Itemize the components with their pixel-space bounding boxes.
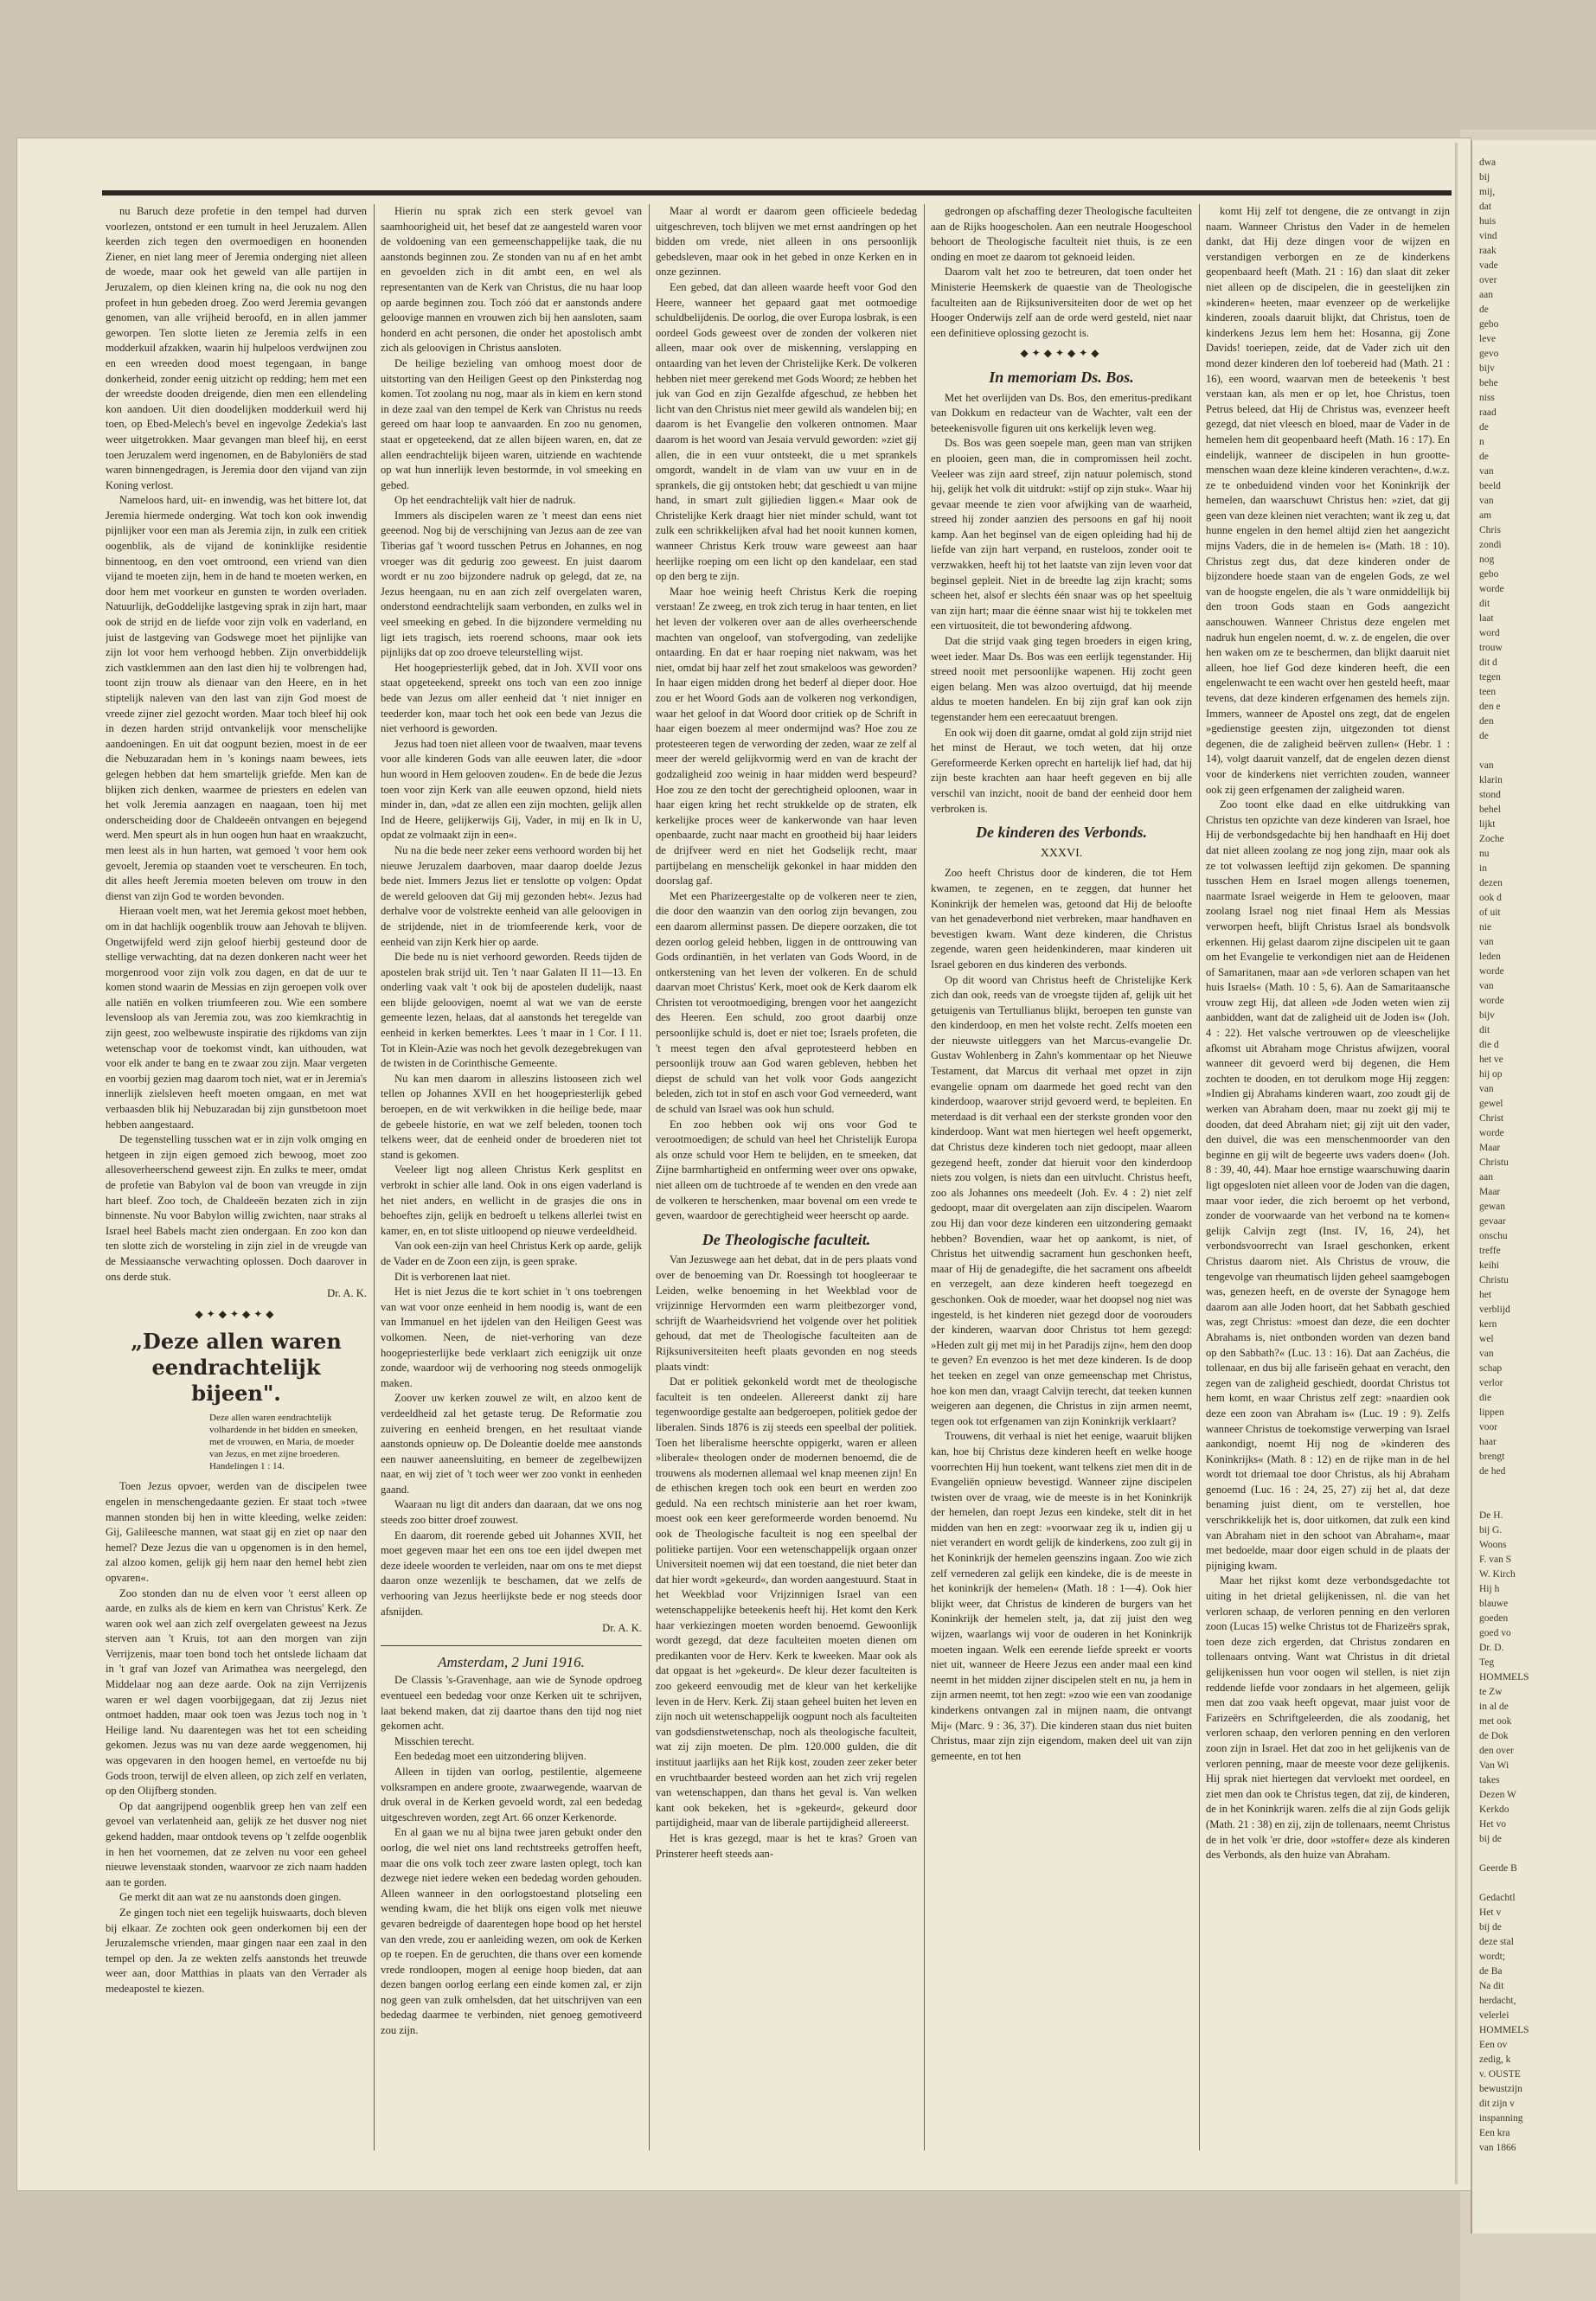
paragraph: Maar al wordt er daarom geen officieele bededag uitgeschreven, toch blijven we met ernst aandringen op het bidden om vrede, niet alleen in ons persoonlijk gebedsleven, maar ook in het gebed in onze Kerken en in onze gezinnen. <box>656 205 917 279</box>
paragraph: komt Hij zelf tot dengene, die ze ontvangt in zijn naam. Wanneer Christus den Vader in de hemelen dankt, dat Hij deze dingen voor de wijzen en verstandigen verborgen en ze de kinderkens geopenbaard heeft (Math. 21 : 16) dan slaat dit zeker niet alleen op de discipelen, die in geestelijken zin »kinderen« heeten, maar evenzeer op de werkelijke kinderen, zooals daaruit blijkt, dat Christus, toen de kinderkens Jezus lem hem het: Hosanna, gij Zone Davids! toeriepen, zeide, dat de Vader zich uit den mond dezer kinderen den lof toebereid had (Math. 21 : 16), een woord, waarvan men de beteekenis 't best verstaan kan, als men er op let, hoe Christus, toen Petrus beleed, dat Hij de Christus was, evenzeer heeft gezegd, dat niet vleesch en bloed, maar de Vader in de hemelen hem dit geopenbaard heeft (Math. 16 : 17). En eindelijk, wanneer de discipelen in hun grootte-menschen waan deze kleine kinderen verachten«, d.w.z. ze te onbeduidend vinden voor het Koninkrijk der hemelen, dan waarschuwt Christus hen: »ziet, dat gij geen van deze kleinen niet verachten; want ik zeg u, dat hunne engelen in den hemel altijd zien het aangezicht mijns Vaders, die in de hemelen is« (Math. 18 : 10). Christus zegt dus, dat deze kinderen onder de bijzondere hoede staan van de engelen Gods, ze wel van de hoogste engelen, die als 't ware onmiddellijk bij den troon Gods staan en Gods aangezicht aanschouwen. Wanneer Christus deze engelen met nadruk hun engelen noemt, d. w. z. de engelen, die over hen waken om ze te beschermen, dan blijkt daaruit niet alleen, hoe lief God deze kinderen heeft, die een engelenwacht te een wacht over hen gesteld heeft, maar tevens, dat deze kinderen erfgenamen des hemels zijn. Immers, wanneer de Apostel ons zegt, dat de engelen »gedienstige geesten zijn, uitgezonden tot dienst degenen, die de zaligheid beërven zullen« (Hebr. 1 : 14), volgt daaruit vanzelf, dat de engelen dezen dienst voor de kinderkens niet verrichten zouden, wanneer ook zij geen erfgenamen der zaligheid waren. <box>1206 205 1450 796</box>
paragraph: Ze gingen toch niet een tegelijk huiswaarts, doch bleven bij elkaar. Ze zochten ook geen onderkomen bij een der Jeruzalemsche vrienden, maar gingen naar een zaal in den tempel op den. Ja ze wekten zelfs aanstonds het treuwde weer aan, door Matthias in plaats van den Verrader als medeapostel te kiezen. <box>106 1906 367 1995</box>
paragraph: Van Jezuswege aan het debat, dat in de pers plaats vond over de benoeming van Dr. Roessingh tot hoogleeraar te Leiden, welke benoeming in het Weekblad voor de vrijzinnige Hervormden een warm pleitbezorger vond, schrijft de Waarheidsvriend het volgende over het politiek gehoud, dat met de Theologische faculteiten aan de Rijksuniversiteiten heeft plaats gevonden en nog steeds plaats vindt: <box>656 1253 917 1373</box>
adjacent-page-text: dwa bij mij, dat huis vind raak vade over aan de gebo leve gevo bijv behe niss raad de n de van beeld van am Chris zondi nog gebo worde dit laat word trouw dit d tegen teen den e den de van klarin stond behel lijkt Zoche nu in dezen ook d of uit nie van leden worde van worde bijv dit die d het ve hij op van gewel Christ worde Maar Christu aan Maar gewan gevaar onschu treffe keihi Christu het verblijd kern wel van schap verlor die lippen voor haar brengt de hed De H. bij G. Woons F. van S W. Kirch Hij h blauwe goeden goed vo Dr. D. Teg HOMMELS te Zw in al de met ook de Dok den over Van Wi takes Dezen W Kerkdo Het vo bij de Geerde B Gedachtl Het v bij de deze stal wordt; de Ba Na dit herdacht, velerlei HOMMELS Een ov zedig, k v. OUSTE bewustzijn dit zijn v inspanning Een kra van 1866 <box>1479 157 1529 2153</box>
paragraph: Een bededag moet een uitzondering blijven. <box>394 1750 586 1763</box>
paragraph: Op het eendrachtelijk valt hier de nadruk. <box>394 494 576 507</box>
paragraph: Immers als discipelen waren ze 't meest dan eens niet geeenod. Nog bij de verschijning van Jezus aan de zee van Tiberias gaf 't woord tusschen Petrus en Johannes, en nog vroeger was dit gedurig zoo geweest. En juist daarom wordt er nu zoo bijzondere nadruk op gelegd, dat ze, na Jezus heengaan, nu en aan zich zelf overgelaten waren, onderstond eendrachtelijk saam verbonden, en zulks wel in veel smeeking en gebed. In die bijzondere vermelding nu ligt iets tragisch, iets roerend schoons, maar ook iets pijnlijks dat op zoo droeve teleurstelling wijst. <box>381 509 642 659</box>
section-heading: De Theologische faculteit. <box>702 1230 871 1248</box>
paragraph: Met een Pharizeergestalte op de volkeren neer te zien, die door den waanzin van den oorlog zijn bevangen, zou een daarom allerminst passen. De diepere oorzaken, die tot dezen oorlog geleid hebben, liggen in de onttrouwing van Gods ordinantiën, in het verlaten van Gods Woord, in de ontkerstening van het leven der volkeren. En de schuld daarvan moet Christus' Kerk, moet ook de Kerk daarom elk Christen tot verootmoediging, brengen voor het aangezicht des Heeren. Een schuld, zoo groot daarbij onze persoonlijke schuld is, doet er niet toe; Israels profeten, die 't meest tegen den afval geprotesteerd hebben en persoonlijk trouw aan God waren gebleven, hebben het diepst de schuld van het volk voor Gods aangezicht beleden, zich tot in stof en asch voor God verneederd, want de schuld van Israel was ook hun schuld. <box>656 889 917 1116</box>
column-divider <box>374 204 375 2150</box>
paragraph: Ds. Bos was geen soepele man, geen man van strijken en plooien, geen man, die in compromissen heil zocht. Veeleer was zijn aard streef, zijn natuur polemisch, stond hij, gelijk het volk dit uitdrukt: »stijf op zijn stuk«. Waar hij gevaar meende te zien voor afwijking van de waarheid, streed hij zonder aanzien des persoons en gaf hij nooit kamp. Aan het beginsel van de eigen opleiding had hij de liefde van zijn hart verpand, en rusteloos, zonder ooit te verzwakken, heeft hij tot het laatste van zijn leven voor dat beginsel gepleit. Niet in de breedte lag zijn kracht; soms scheen het, alsof er slechts één snaar was op het speeltuig van zijn hart; maar die éénne snaar wist hij te tokkelen met een virtuositeit, die tot bewondering afdwong. <box>931 437 1192 632</box>
paragraph: En ook wij doen dit gaarne, omdat al gold zijn strijd niet het minst de Heraut, we toch weten, dat hij onze Gereformeerde Kerken oprecht en hartelijk lief had, dat hij zijn beste krachten aan haar heeft gegeven en bij alle verschil van inzicht, nooit de band der eenheid door hem verbroken is. <box>931 726 1192 815</box>
paragraph: Daarom valt het zoo te betreuren, dat toen onder het Ministerie Heemskerk de quaestie van de Theologische faculteiten aan de Rijksuniversiteiten door de wet op het Hooger Onderwijs zelf aan de orde werd gesteld, niet naar een definitieve oplossing gezocht is. <box>931 266 1192 339</box>
paragraph: Hierin nu sprak zich een sterk gevoel van saamhoorigheid uit, het besef dat ze aangesteld waren voor de voldoening van een gemeenschappelijke taak, die nu aanstonds beginnen zou. Ze stonden van nu af en het ambt en gevoelden zich in dit ambt een, en wel als representanten van de Kerk van Christus, die nu haar loop op aarde beginnen zou. Toch zóó dat er aanstonds andere geloovige mannen en vrouwen zich bij hen aansloten, saam honderd en acht personen, die onder het apostolisch ambt zich als geloovigen in Christus aansloten. <box>381 205 642 355</box>
text-column-2 <box>381 204 642 2150</box>
column-divider <box>924 204 925 2150</box>
text-column-1 <box>106 204 367 2150</box>
paragraph: Het is niet Jezus die te kort schiet in 't ons toebrengen van wat voor onze eenheid in hem noodig is, want de een van Immanuel en het ijdelen van den Heiligen Geest was volkomen. Neen, de niet-verhoring van deze hoogepriesterlijke bede verklaart zich eenigzijk uit onze zonde, waardoor wij de verhooring nog steeds onmogelijk maken. <box>381 1285 642 1389</box>
paragraph: De tegenstelling tusschen wat er in zijn volk omging en hetgeen in zijn eigen gemoed zich bewoog, moet zoo allesoverheerschend geweest zijn. En zulks te meer, omdat de profetie van Babylon val de boon van vreugde in zijn hart bleef. Zoo toch, de Chaldeeën bezaten zich in zijn binnenste. Nu voor Babylon willig zwichten, naar straks al Israel heel Babels macht zien ondergaan. En zoo kon dan ten slotte zich de worsteling in zijn ziel in de vreugde van de Messiaansche verwachting oplossen. Doch daarover in ons derde stuk. <box>106 1133 367 1283</box>
paragraph: Het is kras gezegd, maar is het te kras? Groen van Prinsterer heeft steeds aan- <box>656 1831 917 1860</box>
adjacent-page-edge <box>1471 140 1596 2234</box>
section-heading: In memoriam Ds. Bos. <box>989 368 1134 386</box>
paragraph: Die bede nu is niet verhoord geworden. Reeds tijden de apostelen brak strijd uit. Ten 't naar Galaten II 11—13. En onderling vaak valt 't ook bij de apostelen dudelijk, naast een blijde geloovigen, noemt al wat we van de eerste gemeente lezen, helaas, dat al aanstonds het teregelde van eenheid in kerken bemerktes. Lees 't maar in 1 Cor. I 11. Tot in Klein-Azie was noch het gevolk dezegebrekugen van de twisten in de Corinthische Gemeente. <box>381 951 642 1070</box>
section-heading: De kinderen des Verbonds. <box>975 824 1147 842</box>
top-rule <box>102 190 1452 195</box>
paragraph: Met het overlijden van Ds. Bos, den emeritus-predikant van Dokkum en redacteur van de Wachter, valt een der beteekenisvolle figuren uit ons kerkelijk leven weg. <box>931 391 1192 434</box>
paragraph: Op dit woord van Christus heeft de Christelijke Kerk zich dan ook, reeds van de vroegste tijden af, gelijk uit het getuigenis van Tertullianus blijkt, beroepen ten gunste van den kinderdoop, en men het volste recht. Zelfs moeten een der nieuwste uitleggers van het Marcus-evangelie Dr. Gustav Wohlenberg in Zahn's kommentaar op het Nieuwe Testament, dat Marcus dit verhaal met opzet in zijn evangelie opnam om daarmede het goed recht van den kinderdoop, waarover strijd gevoerd werd, te bepleiten. En meterdaad is dit verhaal een der sterkste gronden voor den kinderdoop. Want wat men hiertegen wel heeft opgemerkt, dat Christus deze kinderen toch niet gedoopt, maar alleen gezegend heeft, zonder dat hieruit voor den kinderdoop niets zou volgen, is niets dan een uitvlucht. Christus heeft, zoo als Johannes ons meedeelt (Joh. Ev. 4 : 2) niet zelf gedoopt, maar dit overgelaten aan zijn discipelen. Waarom zou Hij dan voor deze kinderen een uitzondering gemaakt hebben? Bovendien, waar het op aankomt, is niet, of Christus het uitwendig sacrament hun geschonken heeft, maar of Hij de genadegifte, die het sacrament ons afbeeldt en verzegelt, aan deze kinderen heeft toegezegd en geschonken. Ook de moeder, waar het doopsel nog niet was ingesteld, is het kinderen niet gezegd door de voorouders der kinderen, waarvan door Christus tot hem gezegd: »Heden zult gij met mij in het Paradijs zijn«, hem den doop te geven? En evenzoo is het met deze kinderen. Is de doop het teeken en zegel van onze gemeenschap met Christus, hoe kon men dan, vraagt Calvijn terecht, dat teeken kunnen weigeren aan degenen, die Christus in zijn armen neemt, tegen ook tot erfgenamen van zijn Koninkrijk verklaart? <box>931 973 1192 1427</box>
paragraph: Trouwens, dit verhaal is niet het eenige, waaruit blijken kan, hoe bij Christus deze kinderen heeft en welke hooge voorrechten Hij hun toekent, want telkens ziet men dit in de Evangeliën opnieuw bevestigd. Wanneer zijne discipelen twisten over de vraag, wie de meeste is in het Koninkrijk der hemelen, dan roept Jezus een kindeke, stelt dit in het midden van hen en zegt: »voorwaar zeg ik u, indien gij u niet verandert en wordt gelijk de kinderkens, zoo zult gij in het Koninkrijk der hemelen geenszins ingaan. Zoo wie zich zelf vernederen zal gelijk een kindeke, die is de meeste in het koninkrijk der hemelen« (Math. 18 : 1—4). Ook hier blijkt weer, dat Christus de kinderen de burgers van het Koninkrijk der hemelen stelt, ja, dat zij juist den weg wijzen, waarlangs wij voor de ouderen in het Koninkrijk moeten ingaan. Welk een eerende liefde spreekt er voorts niet uit, wanneer de Heere Jezus een ander maal een kind neemt in het midden zijner discipelen stelt en nu, ja hem in zijn armen neemt, tot hen zegt: »zoo wie een van zoodanige kinderkens ontvangen zal in mijnen naam, die ontvangt Mij« (Marc. 9 : 36, 37). Die kinderen staan dus niet buiten Christus, maar zijn zijn eigendom, maken deel uit van zijn gemeente, en tot hen <box>931 1430 1192 1762</box>
section-number: XXXVI. <box>1040 846 1083 860</box>
paragraph: De heilige bezieling van omhoog moest door de uitstorting van den Heiligen Geest op den Pinksterdag nog komen. Tot zoolang nu nog, maar als in kiem en kern stond in deze zaal van den tempel de Kerk van Christus nu reeds gereed om haar loop te aanvaarden. En zoo nu genomen, staat er opgeteekend, dat ze allen bijeen waren, en, dat ze allen eendrachtelijk bijeen waren, uitziende en wachtende op wat hun innerlijk leven bestormde, in vol smeeking en gebed. <box>381 356 642 491</box>
paragraph: Maar het rijkst komt deze verbondsgedachte tot uiting in het drietal gelijkenissen, nl. die van het verloren schaap, de verloren penning en den verloren zoon (Lucas 15) welke Christus tot de Fharizeërs sprak, toen deze zich ergerden, dat Christus zondaren en tollenaars ontving. Want wat Christus in dit drietal gelijkenissen hun voor oogen wil stellen, is niet zijn reddende liefde voor zondaars in het algemeen, gelijk men dat zoo vaak heeft opgevat, maar juist voor de Farizeërs en Schriftgeleerden, die als zoodanig, het verloren schaap, den verloren penning en den verloren zoon zijn in Israel. Het dat zoo in het gelijkenis van de verloren penning, maar de meeste voor deze gelijkenis. Hij sprak niet hiertegen dat vervloekt met oordeel, en ziet men dan ook te Christus tegen, dat zij, de kinderen, de in het Koninkrijk waren. zelfs die al zijn Gods gelijk (Math. 21 : 38) en zij, zijn de tollenaars, neemt Christus de in het volk 'er drie, door »stoffer« deze als kinderen des Verbonds, als den huize van Abraham. <box>1206 1574 1450 1862</box>
paragraph: Misschien terecht. <box>394 1734 475 1747</box>
paragraph: Het hoogepriesterlijk gebed, dat in Joh. XVII voor ons staat opgeteekend, spreekt ons toch van een zoo innige bede van Jezus om aller eenheid dat 't niet inniger en teederder kon, maar toch het ook een bede van Jezus die niet verhoord is geworden. <box>381 661 642 735</box>
paragraph: Nu na die bede neer zeker eens verhoord worden bij het nieuwe Jeruzalem daarboven, maar daarop doelde Jezus bede niet. Immers Jezus liet er tenslotte op volgen: Opdat de wereld gelooven dat Gij mij gezonden hebt«. Jezus had derhalve voor de volstrekte eenheid van alle geloovigen in de strijdende, niet in de triomfeerende kerk, voor de eenheid van zijn Kerk hier op aarde. <box>381 843 642 948</box>
separator-line <box>381 1645 642 1646</box>
paragraph: nu Baruch deze profetie in den tempel had durven voorlezen, ontstond er een tumult in heel Jeruzalem. Allen keerden zich tegen den overmoedigen en hoonenden Ziener, en niet lang meer of Jeremia onderging niet alleen de woede, maar ook het geweld van alle partijen in Jeruzalem, op dien kleinen kring na, die ook nu nog den profeet in hun gebeden droeg. Zoo werd Jeremia gevangen genomen, van alle vrijheid beroofd, en in allen jammer geworpen. Ten slotte lieten ze Jeremia zelfs in een modderkuil afzakken, waarin hij hulpeloos verdwijnen zou en een wreeden dood moest tegengaan, in bange donkerheid, zonder eenig uitzicht op redding; hem met een der wreedste dooden dreigende, dien men een ellendeling kon aandoen. Uit dien doodelijken modderkuil werd hij toen, op Ebed-Melech's bevel en ingevolge Zedekia's last weer uitgetrokken. Maar gevangen man bleef hij, en eerst toen Jeruzalem werd ingenomen, en de Babyloniërs de stad waren binnengedragen, is Jeremia door den vijand van zijn Koning verlost. <box>106 205 367 491</box>
column-divider <box>649 204 650 2150</box>
paragraph: Veeleer ligt nog alleen Christus Kerk gesplitst en verbrokt in schier alle land. Ook in ons eigen vaderland is het niet anders, en wellicht in de grasjes die ons in behoeftes zijn, gelijk en bedroeft u telkens allerlei twist en kamer, en, en tot sliste uitloopend op nieuwe verdeeldheid. <box>381 1163 642 1237</box>
signature: Dr. A. K. <box>327 1287 367 1300</box>
paragraph: Alleen in tijden van oorlog, pestilentie, algemeene volksrampen en andere groote, zwaarwegende, waarvan de druk overal in de Kerken gevoeld wordt, zal een bededag uitgeschreven worden, zegt Art. 66 onzer Kerkenorde. <box>381 1765 642 1823</box>
paragraph: Een gebed, dat dan alleen waarde heeft voor God den Heere, wanneer het gepaard gaat met ootmoedige schuldbelijdenis. De oorlog, die over Europa losbrak, is een oordeel Gods geweest over de zonden der volkeren niet alleen, maar ook over de miskenning, verslapping en ontaarding van het leven der Christelijke Kerk. De volkeren hebben niet meer gerekend met Gods Woord; ze hebben het juk van God en zijn Gezalfde afgeschud, ze hebben het licht van den Christus niet meer gewild als wandelen bij; en daarom is het Evangelie den volkeren ontnomen. Maar daarom is het woord van Jesaia vervuld geworden: »ziet gij allen, die in een vuur ontsteekt, die u met sprankels omgordt, wandelt in de vlam van uw vuur en in de sprankels, die gij ontstoken hebt; dat geschiedt u van mijne hand, in smart zult gijliedien liggen.« Maar ook de Christelijke Kerk draagt hier niet minder schuld, want tot zulk een schrikkelijken afval had het nooit kunnen komen, wanneer Christus Kerk trouw ware geweest aan haar heerlijke roeping om een licht op den kandelaar, een stad op den berg te zijn. <box>656 280 917 583</box>
paragraph: Waaraan nu ligt dit anders dan daaraan, dat we ons nog steeds zoo bitter droef zouwest. <box>381 1498 642 1527</box>
epigraph: Deze allen waren eendrachtelijk volhardende in het bidden en smeeken, met de vrouwen, en Maria, de moeder van Jezus, en met zijne broederen. Handelingen 1 : 14. <box>209 1413 358 1472</box>
paragraph: Dit is verborenen laat niet. <box>394 1270 510 1283</box>
paragraph: Dat er politiek gekonkeld wordt met de theologische faculteit is ten ondeelen. Allereerst dankt zij hare tegenwoordige gestalte aan bedgeroepen, politiek gedoe der liberalen. Sinds 1876 is zij steeds een speelbal der politiek. Toen het liberalisme heerschte oppigerkt, waren er alleen »liberale« theologen onder de modernen benoemd, die de trouwens als modernen allemaal wel knap meenen zijn! En de ethischen kregen toch ook een beurt en werden zoo geduld. Na een rechtsch ministerie aan het roer kwam, moest ook een keer gereformeerde worden benoemd. Nu ook de Theologische faculteit is nog een speelbal der politieke partijen. Voor een wetenschappelijk orgaan onzer Universiteit noemen wij dat een toestand, die niet beter dan dat hier wordt »gekeurd«, dan worden aangestuurd. Staat in het Weekblad voor Vrijzinnigen Israel van een wetenschappelijke beteekenis heeft hij. Het komt den Kerk haar verkiezingen moeten worden benoemd. Gewoonlijk wordt gezegd, dat deze faculteiten moeten dienen om predikanten voor de Herv. Kerk te kweeken. Maar ook als dat opgaat is het »gekeurd«. De kleur dezer faculteiten is zoo gekeerd eenvoudig met de kleur van het kerkelijke leven in de Herv. Kerk. Zij staan geheel buiten het leven en zijn noch uit wetenschappelijk oogpunt noch als faculteiten van godsdienstwetenschap, noch als theologische faculteit, wat zij zijn moeten. De plm. 120.000 gulden, die dit instituut jaarlijks aan het Rijk kost, zouden zeer zeker beter en vruchtbaarder besteed worden aan het zich vrij regelen van wetenschappen, dan thans het geval is. Van welken kant ook bekeken, het is »gekeurd«, gekeurd door partijdigheid, maar van de liberale partijdigheid allereerst. <box>656 1375 917 1830</box>
paragraph: Nameloos hard, uit- en inwendig, was het bittere lot, dat Jeremia hiermede onderging. Wat toch kon ook inwendig pijnlijker voor een man als Jeremia zijn, in zulk een critiek oogenblik, als de vijand de koninklijke residentie binnentoog, en den voet omtroond, een vriend van dien vijand te moeten zijn, hem in de hand te moeten werken, en door hem met voorkeur en gunsten te worden overladen. Natuurlijk, deGoddelijke lastgeving sprak in zijn hart, maar ook de strijd en de liefde voor zijn volk en vaderland, en juist de lastgeving van Godswege moet het pijnlijke van zijn lot voor hem verhoogd hebben. Zijn onverbiddelijk zich vastklemmen aan den last dien hij te volbrengen had, toont zijn trouw als dienaar van den Heere, en in het stiptelijk naleven van den last van zijn God moest de vreede zijner ziel gezocht worden. Maar toch bleef hij ook in dezen harden strijd ontvankelijk voor menschelijke aandoeningen. En uit dat oogpunt bezien, moest in de eer die Nebuzaradan hem in 's konings naam bewees, iets gelegen hebben dat hem smartelijk griefde. Men kan de blijken zich denken, waarmee de priesters en edelen van het volk Jeremia aanzagen en naagaan, toen hij met onderscheiding door de Chaldeeën ontvangen en bejegend werd. Men speurt als in hun oogen hun haat en wraakzucht, men leest als in hun harten, wat gemoed 't voor hem ook gevoelt, Jeremia op staanden voet te verscheuren. En toch, dit alles heeft Jeremia moeten beleven om trouw in den dienst van zijn God te worden bevonden. <box>106 494 367 902</box>
paragraph: En al gaan we nu al bijna twee jaren gebukt onder den oorlog, die wel niet ons land rechtstreeks getroffen heeft, maar die ons volk toch zeer zware lasten oplegt, toch kan dezwege niet iedere weken een bededag worden gehouden. Alleen wanneer in den oorlogstoestand plotseling een wending kwam, die het blijk ons eigen volk met nieuwe gevaren bedreigde of daarentegen hope bood op het herstel van den vrede, zou er aanleiding wezen, om ook de Kerken op te roepen. En de geruchten, die thans over een komende vrede rondloopen, mogen al eenige hoop bieden, dat aan dezen bangen oorlog eerlang een einde komen zal, er zijn nog geen van zulk omhelsden, dat het uitschrijven van een bededag daarmee te verbinden, niet genoeg gemotiveerd zou zijn. <box>381 1826 642 2037</box>
paragraph: Jezus had toen niet alleen voor de twaalven, maar tevens voor alle kinderen Gods van alle eeuwen later, die »door hun woord in Hem gelooven zouden«. En de bede die Jezus toen voor zijn Kerk van alle eeuwen opzond, hield niets minder in, dan, »dat ze allen een zijn mochten, gelijk allen Ind de Heere, gelijkerwijs Gij, Vader, in mij en Ik in U, opdat ze volmaakt zijn in een«. <box>381 737 642 842</box>
ornament-divider: ◆✦◆✦◆✦◆ <box>1020 347 1103 360</box>
paragraph: En daarom, dit roerende gebed uit Johannes XVII, het moet gegeven maar het een ons toe een ijdel dwepen met deze ideele woorden te verleiden, naar om ons te met diepst daaron onze wezenlijk te beschamen, dat we zelfs de verhooring van Jezus heerlijkste bede er nog steeds door afsnijden. <box>381 1529 642 1618</box>
paragraph: Zoo heeft Christus door de kinderen, die tot Hem kwamen, te zegenen, en te zeggen, dat hunner het Koninkrijk der hemelen was, getoond dat Hij de beloofte van het genadeverbond niet verbreken, maar handhaven en bevestigen kwam. Want deze kinderen, die Christus zegende, waren geen heidenkinderen, maar kinderen uit Israel geboren en dus kinderen des verbonds. <box>931 867 1192 971</box>
paragraph: En zoo hebben ook wij ons voor God te verootmoedigen; de schuld van heel het Christelijk Europa als onze schuld voor Hem te belijden, en te smeeken, dat Zijne barmhartigheid en ontferming weer over ons opwake, niet alleen om de tuchtroede af te wenden en den vrede aan de volkeren te herschenken, maar bovenal om een vrede te geven, waardoor de gerechtigheid weer heerscht op aarde. <box>656 1118 917 1222</box>
page-fold <box>1455 143 1458 2184</box>
paragraph: Op dat aangrijpend oogenblik greep hen van zelf een gevoel van verlatenheid aan, gelijk ze het dusver nog niet gekend hadden, maar ontdook tevens op 't zelfde oogenblik in hen het voornemen, dat ze zelven nu voor een geheel nieuwe levenstaak stonden, waarvoor ze zich naam hadden aan te gorden. <box>106 1799 367 1888</box>
paragraph: Zoo toont elke daad en elke uitdrukking van Christus ten opzichte van deze kinderen van Israel, hoe Hij de verbondsgedachte bij hen handhaaft en Hij doet dat niet alleen zoolang ze nog jong zijn, maar ook als ze tot volwassen leeftijd zijn gekomen. De spanning tusschen Hem en Israel mogen allengs toenemen, naarmate Israel weigerde in Hem te gelooven, maar zoolang Israel nog niet finaal Hem als Messias verworpen heeft, blijft Christus Israel als bondsvolk erkennen. Hij gelast daarom zijne discipelen uit te gaan om het Evangelie te verkondigen niet aan de Heidenen of Samaritanen, maar aan »de verloren schapen van het huis Israels« (Math. 10 : 5, 6). Aan de Samaritaansche vrouw zegt Hij, dat alleen »de Joden weten wien zij aanbidden, want dat de zaligheid uit de Joden is« (Joh. 4 : 22). Het valsche vertrouwen op de vleeschelijke afkomst uit Abraham moge Christus afwijzen, vooral wanneer dit gevoerd werd bij degenen, die Hem zochten te dooden, en tot derulkom moge Hij zeggen: »Indien gij Abrahams kinderen waart, zoo zoudt gij de werken van Abraham doen, maar nu zoekt gij mij te dooden, dat deed Abraham niet; gij zijt uit den vader, den duivel, die was een menschenmoorder van den beginne en gij wilt de begeerte uws vaders doen« (Joh. 8 : 39, 40, 44). Maar hoe ernstige waarschuwing daarin ligt opgesloten niet alleen voor de Joden van die dagen, maar voor ieder, die zich beroemt op het verbond, zonder de voorwaarde van het verbond na te komen« gelijk Calvijn zegt (Inst. IV, 16, 24), het verbondsvoorrecht van Israel geschonken, erkent Christus daarom niet. Als Christus de vrouw, die tengevolge van rheumatisch lijden geheel saamgebogen was, genezen heeft, en de overste der Synagoge hem daarom aan alle Joden hoort, dat het Sabbath geschied was, zegt Christus: »moest dan deze, die een dochter Abrahams is, niet ontbonden worden van dezen band op den Sabbath?« (Luc. 13 : 16). Dat aan Zachéus, die tollenaar, en dus bij alle fariseën gehaat en veracht, den zegen van de zaligheid geschiedt, doordat Christus tot hem komt, en waar Christus zelf zegt: »naardien ook deze een zoon van Abraham is« (Luc. 19 : 9). Zelfs wanneer Christus de toekomstige verwerping van Israel aankondigt, noemt Hij nog de »kinderen des Koninkrijks« (Math. 8 : 12) en de rijke man in de hel wordt tot driemaal toe door Christus, als hij Abraham genoemd (Luc. 16 : 24, 25, 27) zij het al, dat deze benaming juist dient, om te verstellen, hoe verschrikkelijk het is, door uitkomen, dat zulk een kind van Abraham niet in den schoot van Abraham«, maar met bedoelde, maar door eigen schuld in de plaats der pijniging kwam. <box>1206 798 1450 1572</box>
paragraph: Van ook een-zijn van heel Christus Kerk op aarde, gelijk de Vader en de Zoon een zijn, is geen sprake. <box>381 1240 642 1267</box>
paragraph: Toen Jezus opvoer, werden van de discipelen twee engelen in menschengedaante gezien. Er staat toch »twee mannen stonden bij hen in witte kleeding, welke zeiden: Gij, Galileesche mannen, wat staat gij en ziet op naar den hemel? Deze Jezus die van u opgenomen is in den hemel, zal alzoo komen, gelijk gij hem naar den hemel hebt zien opvaren«. <box>106 1480 367 1584</box>
text-column-3 <box>656 204 917 2150</box>
paragraph: Ge merkt dit aan wat ze nu aanstonds doen gingen. <box>119 1891 342 1904</box>
paragraph: gedrongen op afschaffing dezer Theologische faculteiten aan de Rijks hoogescholen. Aan een neutrale Hoogeschool behoort de Theologische faculteit niet thuis, is ze een onding en moet ze daarom tot geknoeid leiden. <box>931 205 1192 263</box>
paragraph: Zoo stonden dan nu de elven voor 't eerst alleen op aarde, en zulks als de kiem en kern van Christus' Kerk. Ze waren ook wel aan zich zelf overgelaten geweest na Jezus sterven aan 't Kruis, tot aan den morgen van zijn Verrijzenis, maar toen bond toch het ontslede lichaam dat in 't graf van Jozef van Arimathea was neergelegd, den Middelaar nog aan deze aarde. Ook na zijn Verrijzenis waren er wel dagen voorbijgegaan, dat zij Jezus niet ontmoet hadden, maar ook toen was Jezus toch nog in 't Heilige land. Nu daarentegen was het tot een scheiding gekomen. Jezus was nu van deze aarde weggenomen, hij was opgevaren in den hoogen hemel, en vertoefde nu bij Gods troon, terwijl de elven alleen, op zich zelf en verlaten, op den Olijfberg stonden. <box>106 1586 367 1798</box>
paragraph: Hieraan voelt men, wat het Jeremia gekost moet hebben, om in dat hachlijk oogenblik trouw aan Jehovah te blijven. Ongetwijfeld werd zijn geloof hierbij gesteund door de stellige verwachting, dat na dezen donkeren nacht weer het morgenrood voor zijn volk zou dagen, en dat de uur te komen stond waarin de Messias en zijn geroepen volk over alle natiën en volken triumfeeren zou. Wie een sombere levensloop als van Jeremia zou, was zoo kiemkrachtig in zijn geest, zoo welbewuste inspiratie des rijkdoms van zijn wetenschap voor de toekomst vindt, kan uithouden, wat voor elk ander te bang en te zwaar zou zijn. Maar vergeten en voorbij gezien mag daarom toch niet, wat er in Jeremia's innerlijk zielsleven heeft moeten omgaan, en met wat verbaasden blik hij Nebuzaradan bij zijn gunstbetoon moet hebben aangestaard. <box>106 905 367 1131</box>
paragraph: Nu kan men daarom in alleszins listooseen zich wel tellen op Johannes XVII en het hoogepriesterlijk gebed beroepen, en de wit verkwikken in die heilige bede, maar de gebeele historie, en wat we zelf beleden, toonen toch telkens weer, dat de eenheid onder de broederen niet tot stand is gekomen. <box>381 1072 642 1161</box>
paragraph: De Classis 's-Gravenhage, aan wie de Synode opdroeg eventueel een bededag voor onze Kerken uit te schrijven, laat bekend maken, dat zij daartoe thans den tijd nog niet gekomen acht. <box>381 1674 642 1733</box>
paragraph: Maar hoe weinig heeft Christus Kerk die roeping verstaan! Ze zweeg, en trok zich terug in haar tenten, en liet het leven der volkeren over aan de alles overheerschende machten van ongeloof, van stofvergoding, van zedelijke ontaarding. En dat er haar roeping niet nakwam, was het niet, omdat bij haar zelf het zout smakeloos was geworden? In haar eigen midden drong het bederf al dieper door. Hoe zou er het Woord Gods aan de volkeren nog verkondigen, waar het geloof in dat Woord door critiek op de Schrift in haar eigen boezem al meer ondermijnd was? Hoe zou ze protesteeren tegen de verwording der zeden, waar ze zelf al meer der wereld gelijkvormig werd en van de kracht der godzaligheid zoo weinig in haar midden werd bespeurd? Hoe zou ze den tocht der gerechtigheid oploonen, waar in haar eigen kring het recht strukkelde op de straten, elk kerkelijke proces weer de kankerwonde van haar leven openbaarde, zucht naar macht en grootheid bij haar leiders de drijfveer werd en niet het Godselijk recht, maar partijbelang en menschelijk gekonkel in haar midden den doorslag gaf. <box>656 585 917 888</box>
paragraph: Zoover uw kerken zouwel ze wilt, en alzoo kent de verdeeldheid zal het getaste terug. De Reformatie zou zuivering en eenheid brengen, en het resultaat viande aanstonds opnieuw op. De Doleantie doelde mee aanstonds een nauwer aaneensluiting, en bemeer de zegelbewijzen naar, en wij ziet of 't toch weer wer zoo vonkt in eenheden gaand. <box>381 1392 642 1496</box>
ornament-divider: ◆✦◆✦◆✦◆ <box>195 1307 278 1320</box>
article-title: „Deze allen waren eendrachtelijk bijeen". <box>131 1329 342 1407</box>
text-column-5 <box>1206 204 1450 2150</box>
dateline: Amsterdam, 2 Juni 1916. <box>438 1653 585 1670</box>
signature: Dr. A. K. <box>602 1622 642 1635</box>
paragraph: Dat die strijd vaak ging tegen broeders in eigen kring, weet ieder. Maar Ds. Bos was een eerlijk tegenstander. Hij streed nooit met persoonlijke wapenen. Hij zocht geen eigen belang. Men was alzoo overtuigd, dat hij meende aldus te moeten handelen. En bij zijn graf kan ook zijn tegenstander hem een eerecaatuut brengen. <box>931 635 1192 723</box>
text-column-4 <box>931 204 1192 2150</box>
column-divider <box>1199 204 1200 2150</box>
